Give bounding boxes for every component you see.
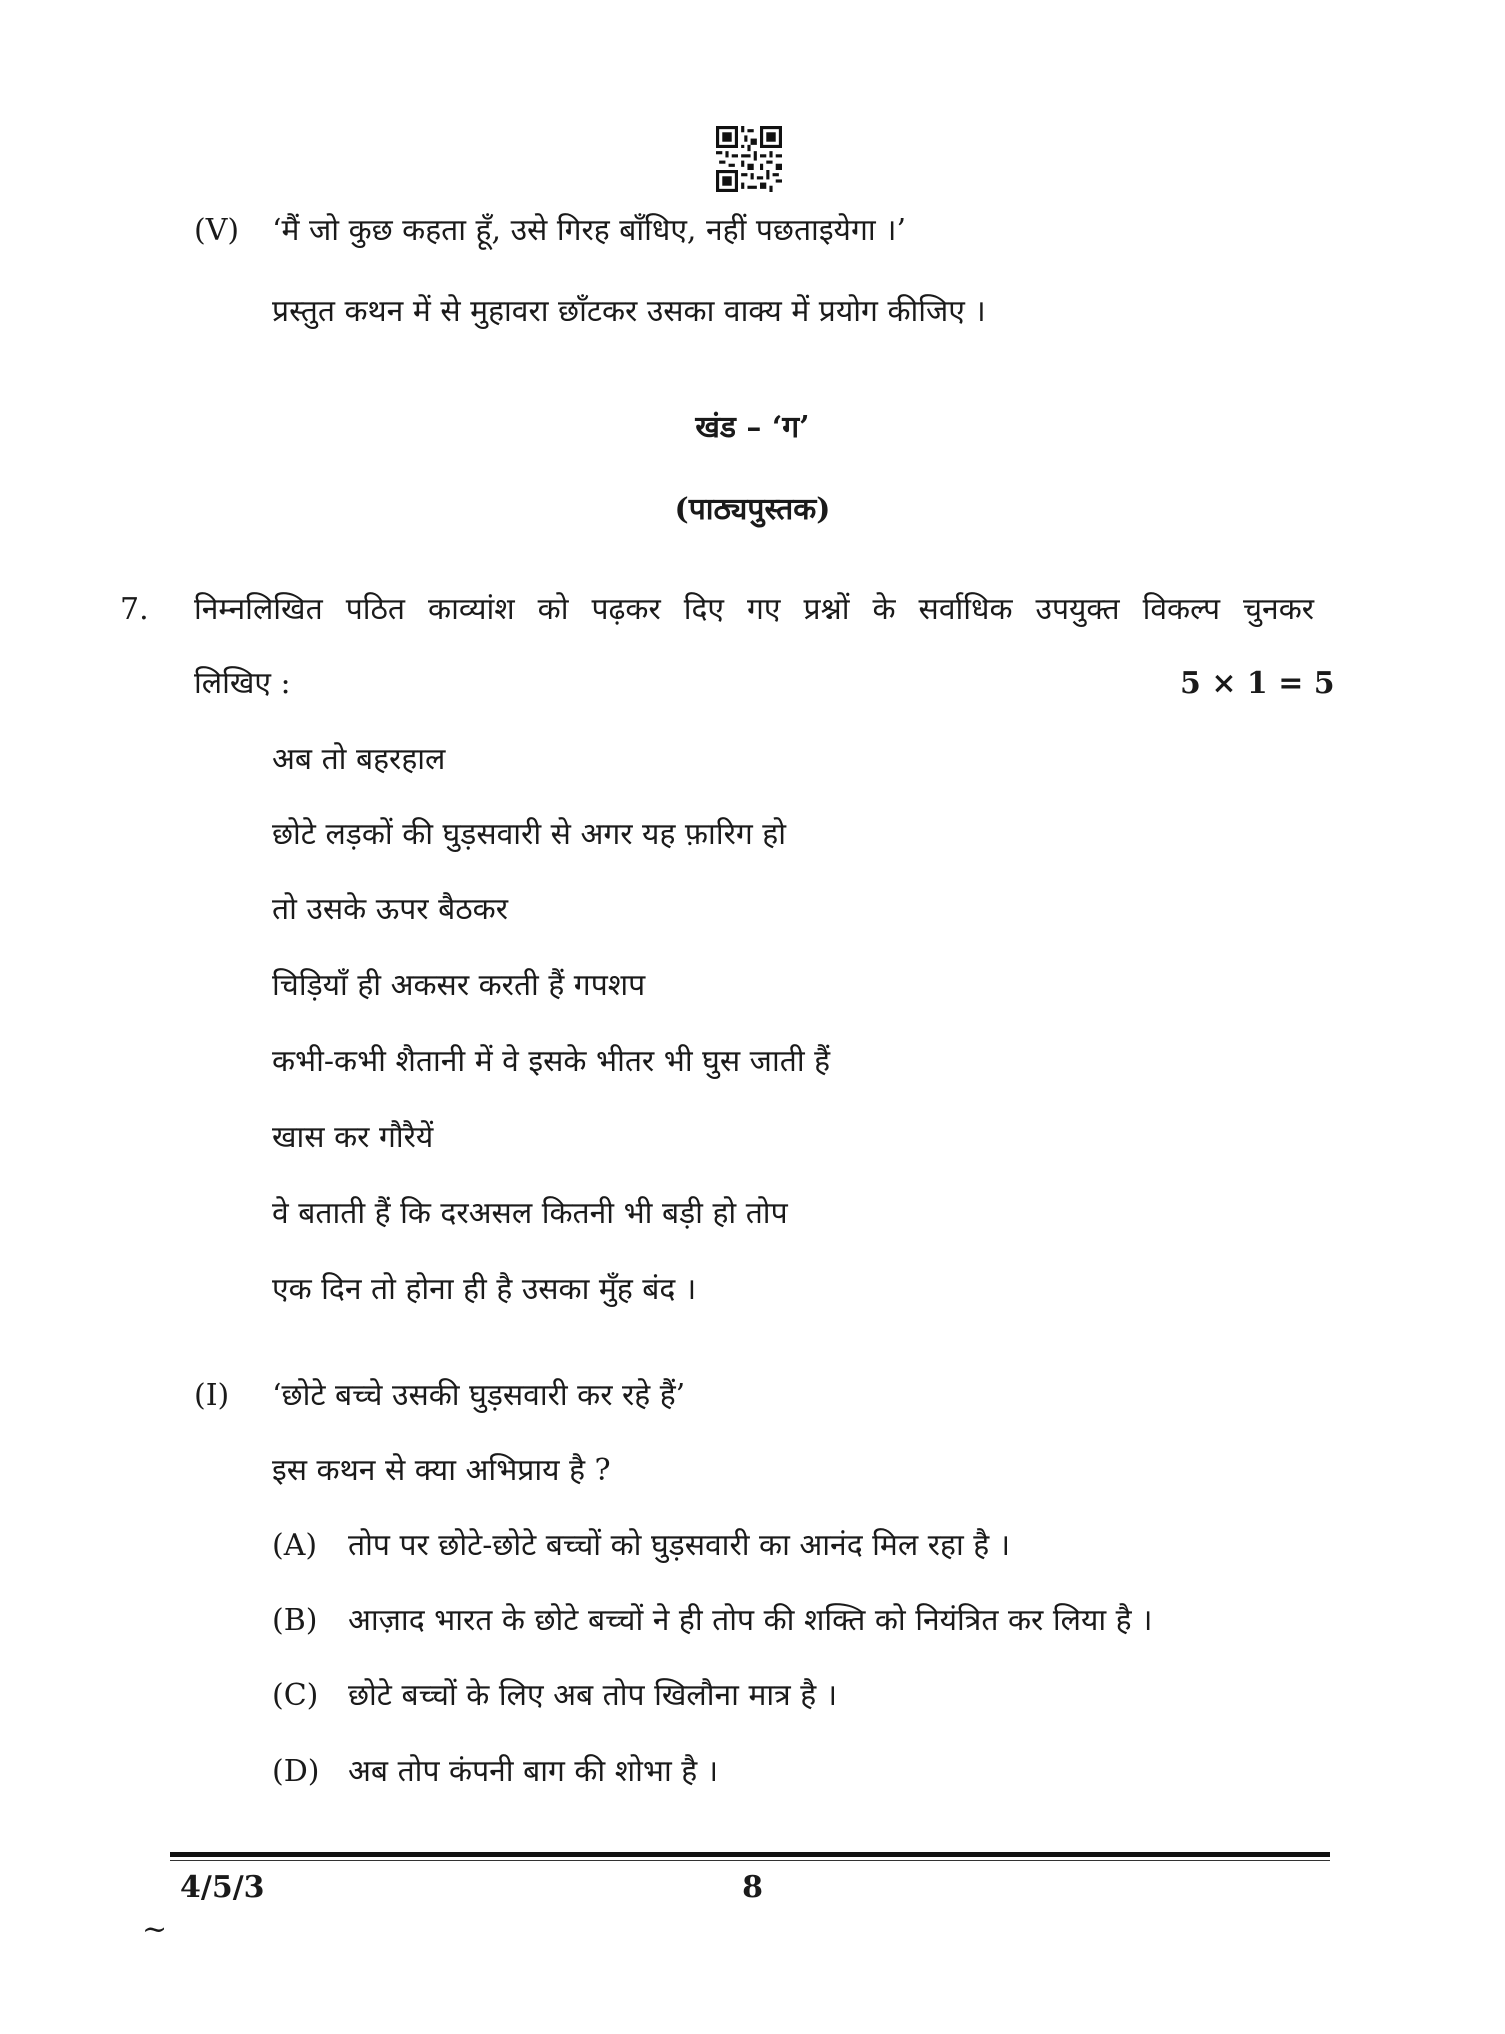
poem-line: छोटे लड़कों की घुड़सवारी से अगर यह फ़ारिग हो xyxy=(272,817,786,852)
section-title: खंड – ‘ग’ xyxy=(695,410,810,445)
sub-question-quote: ‘छोटे बच्चे उसकी घुड़सवारी कर रहे हैं’ xyxy=(272,1378,686,1413)
question-text-line2: लिखिए : xyxy=(194,666,291,701)
section-subtitle: (पाठ्यपुस्तक) xyxy=(674,492,831,527)
poem-line: खास कर गौरैयें xyxy=(272,1120,434,1155)
footer-divider xyxy=(170,1852,1330,1857)
poem-line: वे बताती हैं कि दरअसल कितनी भी बड़ी हो तोप xyxy=(272,1196,788,1231)
page-number: 8 xyxy=(742,1870,763,1905)
item-v-instruction: प्रस्तुत कथन में से मुहावरा छाँटकर उसका वाक्य में प्रयोग कीजिए । xyxy=(272,294,986,329)
option-label-a: (A) xyxy=(272,1528,318,1563)
option-text-b: आज़ाद भारत के छोटे बच्चों ने ही तोप की शक्ति को नियंत्रित कर लिया है । xyxy=(348,1603,1153,1638)
footer-mark: ~ xyxy=(142,1912,168,1947)
poem-line: तो उसके ऊपर बैठकर xyxy=(272,892,508,927)
poem-line: कभी-कभी शैतानी में वे इसके भीतर भी घुस जाती हैं xyxy=(272,1044,831,1079)
option-text-d: अब तोप कंपनी बाग की शोभा है । xyxy=(348,1754,719,1789)
sub-question-text: इस कथन से क्या अभिप्राय है ? xyxy=(272,1453,611,1488)
question-text-line1: निम्नलिखित पठित काव्यांश को पढ़कर दिए गए प्रश्नों के सर्वाधिक उपयुक्त विकल्प चुनकर xyxy=(194,592,1314,627)
option-label-c: (C) xyxy=(272,1678,319,1713)
option-label-d: (D) xyxy=(272,1754,320,1789)
question-marks: 5 × 1 = 5 xyxy=(1180,666,1335,701)
poem-line: चिड़ियाँ ही अकसर करती हैं गपशप xyxy=(272,968,646,1003)
option-label-b: (B) xyxy=(272,1603,318,1638)
poem-line: एक दिन तो होना ही है उसका मुँह बंद । xyxy=(272,1272,697,1307)
item-v-label: (V) xyxy=(194,213,240,248)
paper-code: 4/5/3 xyxy=(180,1870,265,1905)
poem-line: अब तो बहरहाल xyxy=(272,742,446,777)
footer-divider-thin xyxy=(170,1860,1330,1861)
qr-code-icon xyxy=(716,126,782,192)
option-text-c: छोटे बच्चों के लिए अब तोप खिलौना मात्र है । xyxy=(348,1678,838,1713)
question-number: 7. xyxy=(120,592,149,627)
option-text-a: तोप पर छोटे-छोटे बच्चों को घुड़सवारी का आनंद मिल रहा है । xyxy=(348,1528,1011,1563)
sub-question-label: (I) xyxy=(194,1378,230,1413)
item-v-quote: ‘मैं जो कुछ कहता हूँ, उसे गिरह बाँधिए, नहीं पछताइयेगा ।’ xyxy=(272,213,907,248)
